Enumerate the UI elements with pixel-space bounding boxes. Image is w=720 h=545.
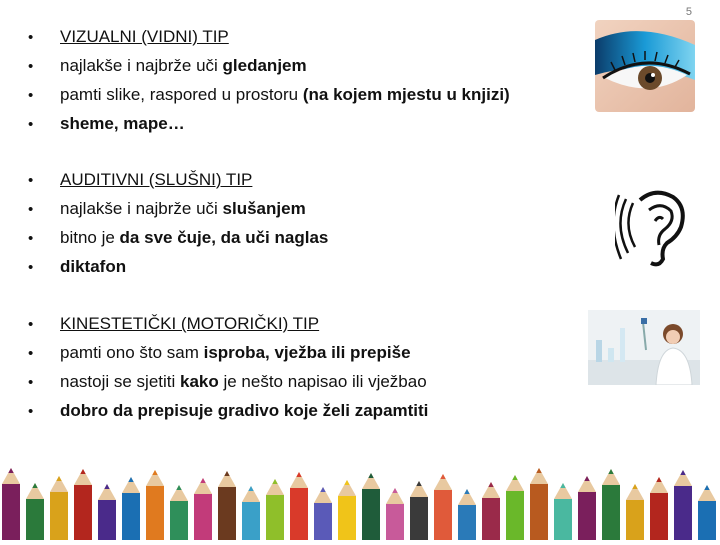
bullet: • bbox=[28, 87, 34, 104]
pencil bbox=[674, 470, 692, 540]
bullet: • bbox=[28, 29, 34, 46]
list-item bbox=[28, 343, 428, 372]
item-text: dobro da prepisuje gradivo koje želi zapamtiti bbox=[60, 401, 429, 420]
list-item bbox=[28, 27, 510, 56]
auditory-type-title: AUDITIVNI (SLUŠNI) TIP bbox=[60, 170, 253, 189]
pencil bbox=[338, 480, 356, 540]
pencil bbox=[410, 481, 428, 540]
bullet: • bbox=[28, 58, 34, 75]
pencil bbox=[698, 485, 716, 540]
pencil bbox=[266, 479, 284, 540]
list-item bbox=[28, 228, 328, 257]
pencil bbox=[362, 473, 380, 540]
visual-type-group bbox=[28, 27, 510, 143]
pencil bbox=[74, 469, 92, 540]
item-text: najlakše i najbrže uči gledanjem bbox=[60, 56, 307, 75]
pencil bbox=[290, 472, 308, 540]
pencil bbox=[554, 483, 572, 540]
pencil bbox=[506, 475, 524, 540]
pencil bbox=[98, 484, 116, 540]
pencil bbox=[26, 483, 44, 540]
list-item bbox=[28, 114, 510, 143]
pencil bbox=[602, 469, 620, 540]
child-lab-photo bbox=[588, 310, 700, 385]
pencil bbox=[2, 468, 20, 540]
item-text: pamti ono što sam isproba, vježba ili prepiše bbox=[60, 343, 411, 362]
auditory-type-group bbox=[28, 170, 328, 286]
colored-pencils-strip bbox=[0, 460, 720, 540]
item-text: diktafon bbox=[60, 257, 127, 276]
pencil bbox=[50, 476, 68, 540]
eye-makeup-photo bbox=[595, 20, 695, 112]
list-item bbox=[28, 372, 428, 401]
list-item bbox=[28, 170, 328, 199]
item-text: nastoji se sjetiti kako je nešto napisao ili vježbao bbox=[60, 372, 427, 391]
bullet: • bbox=[28, 201, 34, 218]
list-item bbox=[28, 257, 328, 286]
slide-number: 5 bbox=[685, 6, 692, 18]
list-item bbox=[28, 401, 428, 430]
bullet: • bbox=[28, 374, 34, 391]
item-text: pamti slike, raspored u prostoru (na kojem mjestu u knjizi) bbox=[60, 85, 510, 104]
bullet: • bbox=[28, 259, 34, 276]
pencil bbox=[578, 476, 596, 540]
pencil bbox=[218, 471, 236, 540]
bullet: • bbox=[28, 172, 34, 189]
pencil bbox=[242, 486, 260, 540]
pencil bbox=[194, 478, 212, 540]
kinesthetic-type-group bbox=[28, 314, 428, 430]
pencil bbox=[386, 488, 404, 540]
pencil bbox=[146, 470, 164, 540]
list-item bbox=[28, 56, 510, 85]
ear-drawing bbox=[615, 185, 695, 270]
kinesthetic-type-title: KINESTETIČKI (MOTORIČKI) TIP bbox=[60, 314, 320, 333]
bullet: • bbox=[28, 403, 34, 420]
pencil bbox=[170, 485, 188, 540]
pencil bbox=[314, 487, 332, 540]
bullet: • bbox=[28, 345, 34, 362]
pencil bbox=[530, 468, 548, 540]
pencil bbox=[434, 474, 452, 540]
list-item bbox=[28, 199, 328, 228]
item-text: najlakše i najbrže uči slušanjem bbox=[60, 199, 306, 218]
list-item bbox=[28, 85, 510, 114]
item-text: sheme, mape… bbox=[60, 114, 185, 133]
visual-type-title: VIZUALNI (VIDNI) TIP bbox=[60, 27, 229, 46]
item-text: bitno je da sve čuje, da uči naglas bbox=[60, 228, 329, 247]
bullet: • bbox=[28, 316, 34, 333]
bullet: • bbox=[28, 116, 34, 133]
pencil bbox=[122, 477, 140, 540]
pencil bbox=[626, 484, 644, 540]
pencil bbox=[650, 477, 668, 540]
list-item bbox=[28, 314, 428, 343]
bullet: • bbox=[28, 230, 34, 247]
pencil bbox=[482, 482, 500, 540]
pencil bbox=[458, 489, 476, 540]
